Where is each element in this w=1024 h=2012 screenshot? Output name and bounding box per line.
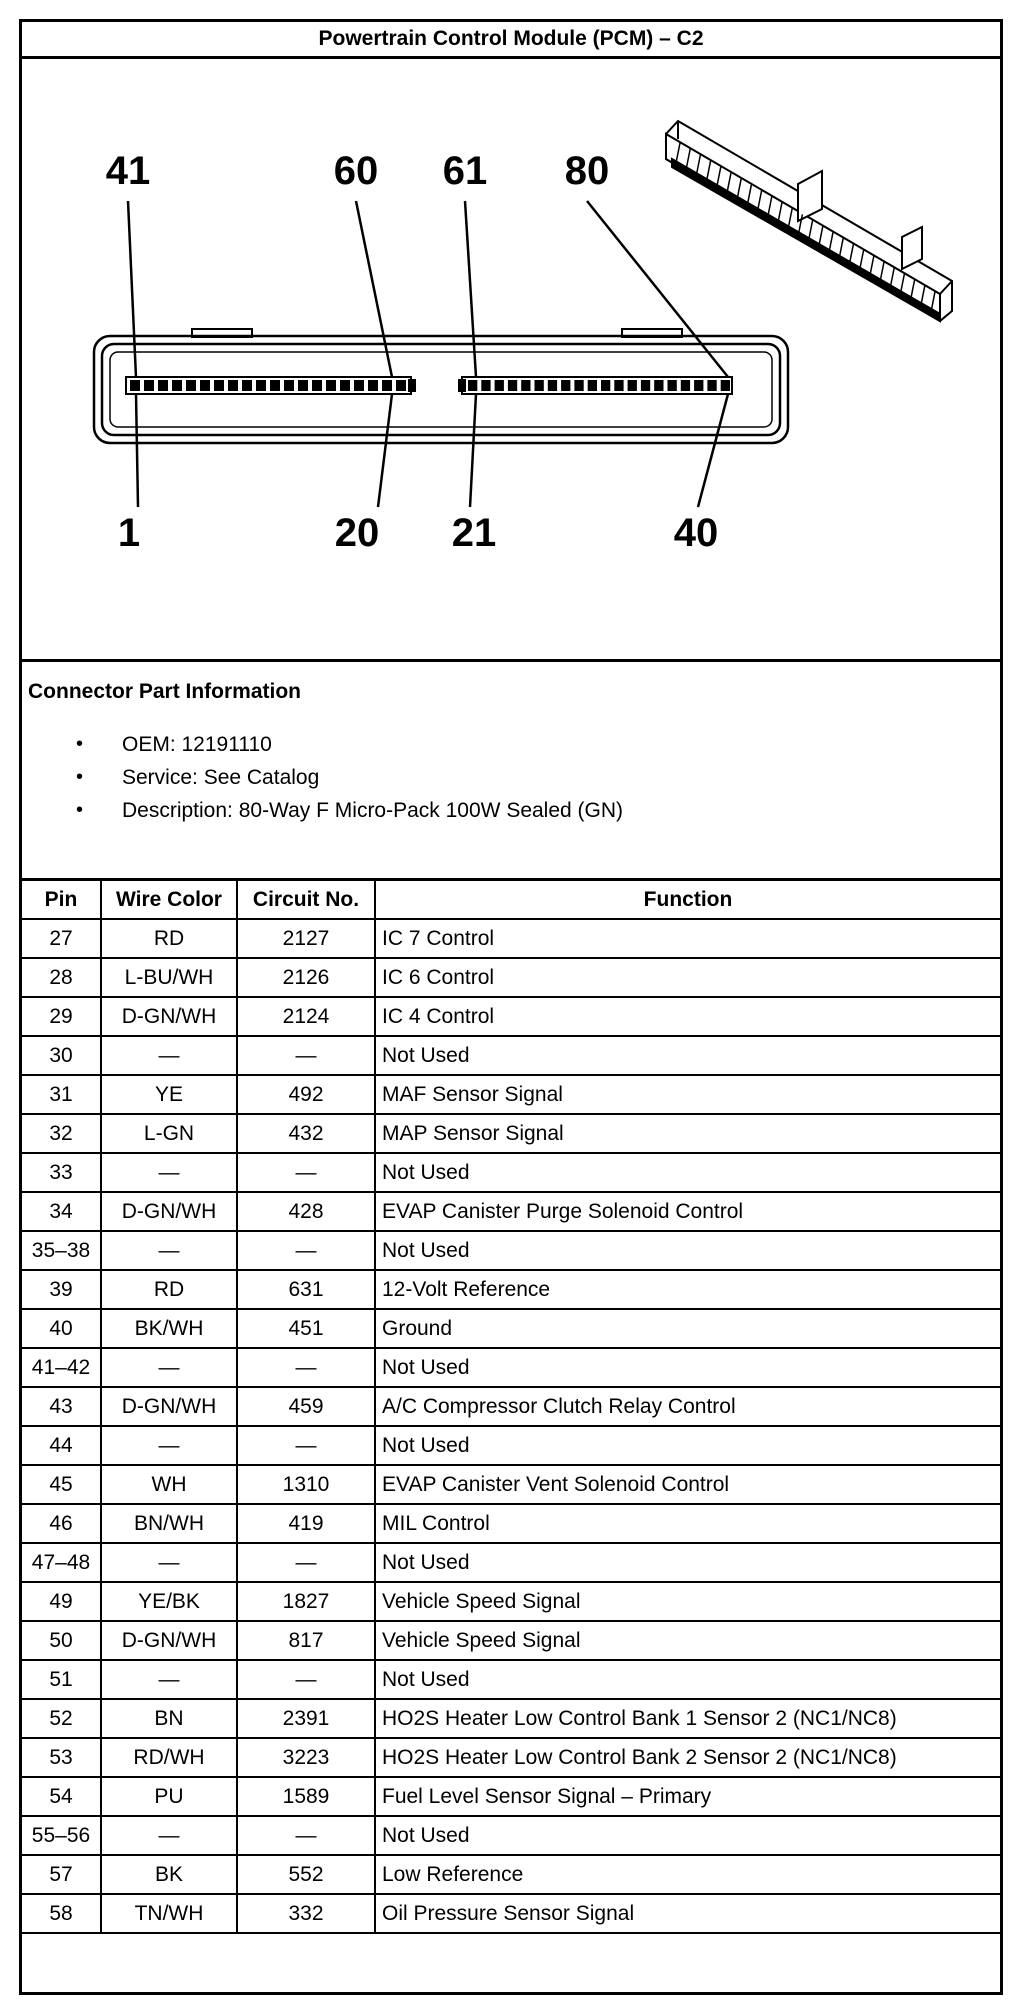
wire-color-cell: YE [101,1075,237,1114]
circuit-cell: 332 [237,1894,375,1933]
circuit-cell: — [237,1543,375,1582]
function-cell: HO2S Heater Low Control Bank 1 Sensor 2 (NC1/NC8) [375,1699,1000,1738]
pin-cell: 58 [22,1894,101,1933]
table-row [22,1894,1000,1933]
wire-color-cell: — [101,1426,237,1465]
header-pin: Pin [22,881,101,919]
pin-cavity [172,380,182,391]
pin-cavity [495,380,504,391]
table-row [22,1855,1000,1894]
wire-color-cell: D-GN/WH [101,1621,237,1660]
circuit-cell: — [237,1660,375,1699]
function-cell: Not Used [375,1036,1000,1075]
table-row [22,1660,1000,1699]
table-row [22,1270,1000,1309]
table-row [22,919,1000,958]
wire-color-cell: L-BU/WH [101,958,237,997]
table-row [22,1504,1000,1543]
circuit-cell: — [237,1036,375,1075]
function-cell: Fuel Level Sensor Signal – Primary [375,1777,1000,1816]
circuit-cell: 2127 [237,919,375,958]
circuit-cell: 459 [237,1387,375,1426]
function-cell: EVAP Canister Vent Solenoid Control [375,1465,1000,1504]
function-cell: Oil Pressure Sensor Signal [375,1894,1000,1933]
pin-cavity [144,380,154,391]
circuit-cell: 428 [237,1192,375,1231]
pin-cell: 39 [22,1270,101,1309]
wire-color-cell: D-GN/WH [101,997,237,1036]
table-row [22,1816,1000,1855]
function-cell: MAF Sensor Signal [375,1075,1000,1114]
info-item-oem: • OEM: 12191110 [22,728,623,761]
wire-color-cell: RD [101,1270,237,1309]
connector-sheet [19,19,1003,1995]
table-body [22,919,1000,1933]
info-list [22,728,623,827]
table-row [22,958,1000,997]
pin-cavity [588,380,597,391]
pin-cell: 32 [22,1114,101,1153]
table-row [22,1387,1000,1426]
pin-cavity [396,380,406,391]
function-cell: Not Used [375,1543,1000,1582]
table-row [22,1465,1000,1504]
wire-color-cell: RD/WH [101,1738,237,1777]
pin-cavity [721,380,730,391]
wire-color-cell: PU [101,1777,237,1816]
wire-color-cell: YE/BK [101,1582,237,1621]
pin-cavity [481,380,490,391]
wire-color-cell: D-GN/WH [101,1192,237,1231]
pin-cell: 53 [22,1738,101,1777]
leader-line-60 [356,201,392,377]
key-left [408,379,416,392]
table-row [22,1621,1000,1660]
pin-cavity [200,380,210,391]
wire-color-cell: — [101,1543,237,1582]
pin-cavity [654,380,663,391]
pin-cell: 57 [22,1855,101,1894]
key-right [458,379,466,392]
function-cell: Vehicle Speed Signal [375,1621,1000,1660]
circuit-cell: 492 [237,1075,375,1114]
function-cell: HO2S Heater Low Control Bank 2 Sensor 2 (NC1/NC8) [375,1738,1000,1777]
pin-label-21: 21 [451,511,497,555]
pin-cell: 52 [22,1699,101,1738]
pinout-table [22,881,1000,1934]
function-cell: IC 4 Control [375,997,1000,1036]
wire-color-cell: RD [101,919,237,958]
pin-cavity [242,380,252,391]
page-title: Powertrain Control Module (PCM) – C2 [22,22,1000,59]
pin-cavity [641,380,650,391]
leader-line-20 [378,394,392,507]
wire-color-cell: TN/WH [101,1894,237,1933]
table-row [22,1309,1000,1348]
pin-cell: 54 [22,1777,101,1816]
pin-cell: 55–56 [22,1816,101,1855]
circuit-cell: 2391 [237,1699,375,1738]
connector-diagram [22,59,1000,662]
leader-line-41 [128,201,136,377]
leader-line-1 [136,394,138,507]
pin-cell: 50 [22,1621,101,1660]
pin-cell: 31 [22,1075,101,1114]
table-row [22,1738,1000,1777]
pin-cell: 30 [22,1036,101,1075]
pin-cell: 27 [22,919,101,958]
table-row [22,1153,1000,1192]
pin-cavity [468,380,477,391]
circuit-cell: 1589 [237,1777,375,1816]
pin-label-80: 80 [564,149,610,193]
wire-color-cell: L-GN [101,1114,237,1153]
circuit-cell: — [237,1348,375,1387]
table-row [22,1036,1000,1075]
circuit-cell: 3223 [237,1738,375,1777]
pin-cavity [707,380,716,391]
pin-cavity [298,380,308,391]
function-cell: MIL Control [375,1504,1000,1543]
circuit-cell: 631 [237,1270,375,1309]
pin-label-40: 40 [673,511,719,555]
table-row [22,1075,1000,1114]
leader-line-21 [470,394,476,507]
header-circuit-no: Circuit No. [237,881,375,919]
header-wire-color: Wire Color [101,881,237,919]
circuit-cell: 419 [237,1504,375,1543]
function-cell: Not Used [375,1231,1000,1270]
pin-cavity [382,380,392,391]
circuit-cell: 552 [237,1855,375,1894]
wire-color-cell: WH [101,1465,237,1504]
pin-cell: 46 [22,1504,101,1543]
function-cell: Ground [375,1309,1000,1348]
circuit-cell: 451 [237,1309,375,1348]
pin-cell: 41–42 [22,1348,101,1387]
table-row [22,1192,1000,1231]
header-function: Function [375,881,1000,919]
pin-cell: 51 [22,1660,101,1699]
pin-cavity [548,380,557,391]
info-heading: Connector Part Information [28,680,302,703]
wire-color-cell: — [101,1660,237,1699]
table-row [22,997,1000,1036]
function-cell: EVAP Canister Purge Solenoid Control [375,1192,1000,1231]
connector-part-information [22,662,1000,881]
connector-isometric-view [666,121,952,321]
pin-cell: 35–38 [22,1231,101,1270]
pin-cavity [508,380,517,391]
circuit-cell: — [237,1816,375,1855]
pin-cavity [270,380,280,391]
function-cell: Not Used [375,1426,1000,1465]
pin-cavity [326,380,336,391]
pin-cell: 43 [22,1387,101,1426]
pin-cavity [130,380,140,391]
pin-cell: 40 [22,1309,101,1348]
function-cell: IC 6 Control [375,958,1000,997]
wire-color-cell: BN/WH [101,1504,237,1543]
pin-cavity [614,380,623,391]
wire-color-cell: — [101,1231,237,1270]
pin-cavity [681,380,690,391]
pin-cell: 47–48 [22,1543,101,1582]
pin-cavity [668,380,677,391]
pin-cavity [312,380,322,391]
function-cell: Not Used [375,1660,1000,1699]
pin-label-1: 1 [117,511,141,555]
table-row [22,1231,1000,1270]
circuit-cell: — [237,1231,375,1270]
table-row [22,1114,1000,1153]
pin-cavity [284,380,294,391]
pin-cavity [228,380,238,391]
pin-label-20: 20 [334,511,380,555]
function-cell: IC 7 Control [375,919,1000,958]
pin-label-60: 60 [333,149,379,193]
function-cell: Not Used [375,1153,1000,1192]
pin-label-61: 61 [442,149,488,193]
function-cell: A/C Compressor Clutch Relay Control [375,1387,1000,1426]
circuit-cell: 1310 [237,1465,375,1504]
pin-cavity [601,380,610,391]
info-item-service: • Service: See Catalog [22,761,623,794]
pin-cavity [521,380,530,391]
circuit-cell: — [237,1426,375,1465]
pin-cell: 29 [22,997,101,1036]
circuit-cell: 817 [237,1621,375,1660]
pin-cell: 45 [22,1465,101,1504]
table-row [22,1348,1000,1387]
pin-cavity [628,380,637,391]
pin-cavity [186,380,196,391]
wire-color-cell: — [101,1348,237,1387]
pin-cell: 49 [22,1582,101,1621]
table-row [22,1699,1000,1738]
pin-cell: 28 [22,958,101,997]
function-cell: Not Used [375,1816,1000,1855]
pin-cavity [256,380,266,391]
table-row [22,1582,1000,1621]
table-header-row [22,881,1000,919]
connector-drawing [22,59,1000,659]
circuit-cell: — [237,1153,375,1192]
function-cell: MAP Sensor Signal [375,1114,1000,1153]
circuit-cell: 2126 [237,958,375,997]
pin-cavity [354,380,364,391]
function-cell: Low Reference [375,1855,1000,1894]
pin-cell: 44 [22,1426,101,1465]
table-row [22,1777,1000,1816]
wire-color-cell: — [101,1153,237,1192]
pin-cavity [368,380,378,391]
pin-cavity [340,380,350,391]
pin-cell: 34 [22,1192,101,1231]
wire-color-cell: BN [101,1699,237,1738]
pin-cell: 33 [22,1153,101,1192]
leader-line-40 [698,394,728,507]
function-cell: Not Used [375,1348,1000,1387]
function-cell: 12-Volt Reference [375,1270,1000,1309]
pin-cavity [158,380,168,391]
pin-cavity [214,380,224,391]
table-row [22,1543,1000,1582]
function-cell: Vehicle Speed Signal [375,1582,1000,1621]
pin-cavity [535,380,544,391]
wire-color-cell: D-GN/WH [101,1387,237,1426]
pin-label-41: 41 [105,149,151,193]
pin-cavity [694,380,703,391]
wire-color-cell: BK/WH [101,1309,237,1348]
wire-color-cell: — [101,1036,237,1075]
circuit-cell: 432 [237,1114,375,1153]
info-item-description: • Description: 80-Way F Micro-Pack 100W Sealed (GN) [22,794,623,827]
wire-color-cell: — [101,1816,237,1855]
leader-line-61 [465,201,476,377]
table-row [22,1426,1000,1465]
circuit-cell: 1827 [237,1582,375,1621]
pin-cavity [561,380,570,391]
leader-line-80 [587,201,728,377]
circuit-cell: 2124 [237,997,375,1036]
wire-color-cell: BK [101,1855,237,1894]
pin-cavity [574,380,583,391]
